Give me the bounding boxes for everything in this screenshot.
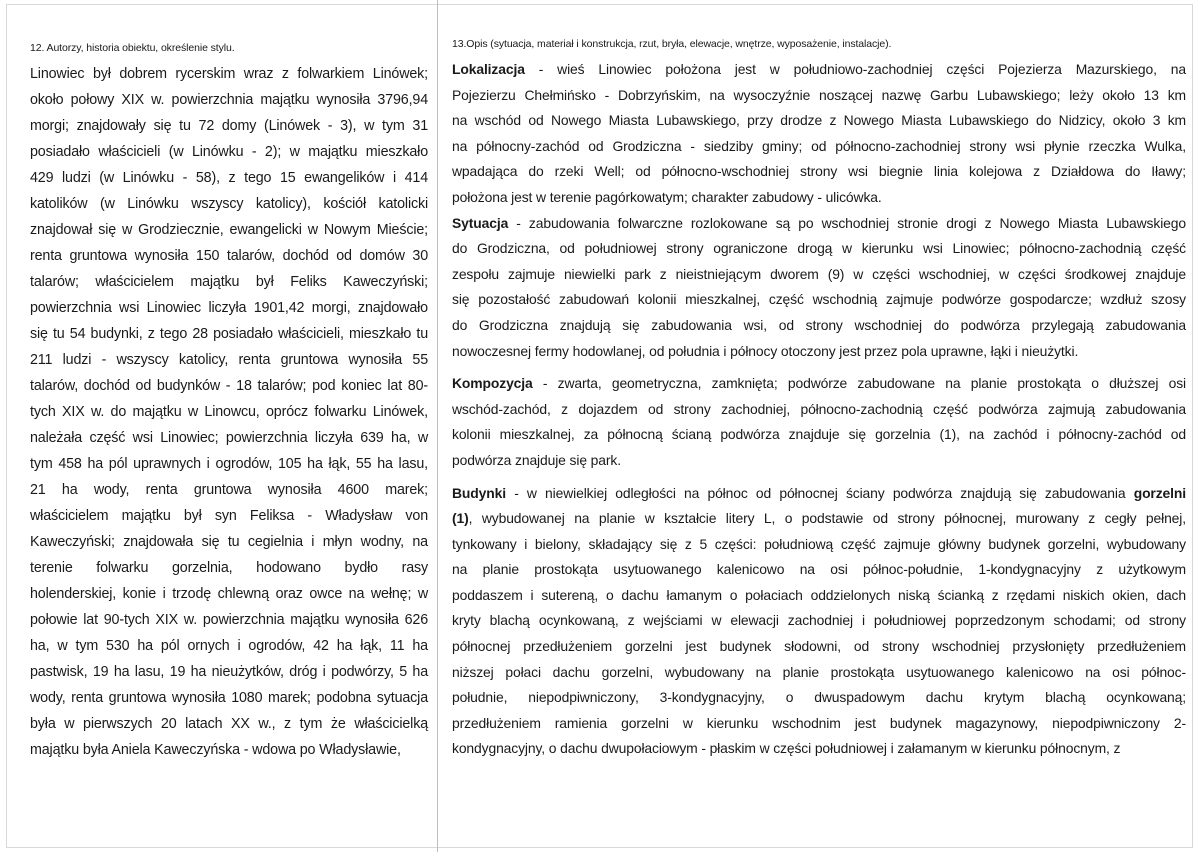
text-line: północnej przedłużeniem gorzelni jest budynek słodowni, od strony wschodniej przysłonięty przedłużeniem <box>452 638 1186 655</box>
text-line: Pojezierzu Chełmińsko - Dobrzyńskim, na wysoczyźnie noszącej nazwę Garbu Lubawskiego; leży około 13 km <box>452 86 1186 103</box>
text-line: Linowiec był dobrem rycerskim wraz z folwarkiem Linówek; <box>30 66 428 82</box>
text-line: na planie prostokąta usytuowanego kalenicowo na osi północ-południe, 1-kondygnacyjny z użytkowym <box>452 561 1186 578</box>
text-line: wschód-zachód, z dojazdem od strony zachodniej, północno-zachodnią część podwórza zajmują zabudowania <box>452 400 1186 417</box>
sytuacja-paragraph <box>452 211 1186 365</box>
text-line: kondygnacyjny, o dachu dwupołaciowym - płaskim w części południowej i załamanym w kierunku północnym, z <box>452 740 1121 757</box>
text-line: wody, renta gruntowa wynosiła 1080 marek; podobna sytuacja <box>30 690 428 706</box>
text-line: tynkowany i bielony, składający się z 5 części: południową część zajmuje główny budynek gorzelni, wybudowany <box>452 535 1186 552</box>
text-line: się pozostałość zabudowań kolonii mieszkalnej, część wschodnią zajmuje podwórze gospodarcze; wzdłuż szosy <box>452 291 1186 308</box>
text-line: Budynki - w niewielkiej odległości na północ od północnej ściany podwórza znajdują się zabudowania gorzelni <box>452 484 1186 501</box>
text-line: poddaszem i sutereną, o dachu łamanym o połaciach oddzielonych niską ścianką z rzędami niskich okien, dach <box>452 586 1186 603</box>
paragraph-gap <box>452 364 1186 371</box>
text-line: podwórza znajduje się park. <box>452 451 621 468</box>
text-line: terenie folwarku gorzelnia, hodowano bydło rasy <box>30 560 428 576</box>
text-line: do Grodziczna znajdują się zabudowania wsi, od strony wschodniej do podwórza przylegają zabudowania <box>452 316 1186 333</box>
text-line: na wschód od Nowego Miasta Lubawskiego, przy drodze z Nowego Miasta Lubawskiego do Nidzicy, około 3 km <box>452 112 1186 129</box>
text-line: na północny-zachód od Grodziczna - siedziby gminy; od północno-zachodniej strony wsi płynie rzeczka Wulka, <box>452 137 1186 154</box>
text-line: nowoczesnej fermy hodowlanej, od południa i północy otoczony jest przez pola uprawne, łąki i nieużytki. <box>452 342 1079 359</box>
text-line: powierzchnia wsi Linowiec liczyła 1901,42 morgi, znajdowało <box>30 300 428 316</box>
text-line: położona jest w terenie pagórkowatym; charakter zabudowy - ulicówka. <box>452 188 882 205</box>
text-line: talarów; właścicielem majątku był Feliks Kaweczyński; <box>30 274 428 290</box>
sytuacja-label: Sytuacja <box>452 214 509 231</box>
building-number-label: (1) <box>452 510 469 527</box>
text-line: południe, niepodpiwniczony, 3-kondygnacyjny, o dwuspadowym dachu krytym blachą ocynkowaną; <box>452 689 1186 706</box>
paragraph-gap <box>452 474 1186 481</box>
text-line: przedłużeniem ramienia gorzelni w kierunku wschodnim jest budynek magazynowy, niepodpiwniczony 2- <box>452 714 1186 731</box>
text-line: talarów, dochód od budynków - 18 talarów; pod koniec lat 80- <box>30 378 428 394</box>
left-column <box>30 42 428 763</box>
text-line: 429 ludzi (w Linówku - 58), z tego 15 ewangelików i 414 <box>30 170 428 186</box>
right-column <box>452 38 1186 762</box>
lokalizacja-paragraph <box>452 57 1186 211</box>
text-line: tym 458 ha pól uprawnych i ogrodów, 105 ha łąk, 55 ha lasu, <box>30 456 428 472</box>
text-line: Lokalizacja - wieś Linowiec położona jest w południowo-zachodniej części Pojezierza Mazurskiego, na <box>452 61 1186 77</box>
text-line: posiadało właścicieli (w Linówku - 2); w majątku mieszkało <box>30 144 428 160</box>
text-line: 21 ha wody, renta gruntowa wynosiła 4600 marek; <box>30 482 428 498</box>
text-line: ha, w tym 530 ha pól ornych i ogrodów, 42 ha łąk, 11 ha <box>30 638 428 654</box>
text-line: (1), wybudowanej na planie w kształcie litery L, o podstawie od strony północnej, murowany z cegły pełnej, <box>452 510 1186 527</box>
budynki-paragraph <box>452 481 1186 763</box>
text-line: należała część wsi Linowiec; powierzchnia liczyła 639 ha, w <box>30 430 428 446</box>
section-12-header: 12. Autorzy, historia obiektu, określenie stylu. <box>30 42 235 54</box>
text-line: pastwisk, 19 ha lasu, 19 ha nieużytków, dróg i podwórzy, 5 ha <box>30 664 428 680</box>
text-line: właścicielem majątku był syn Feliksa - Władysław von <box>30 508 428 524</box>
lokalizacja-label: Lokalizacja <box>452 61 525 77</box>
text-line: holenderskiej, konie i trzodę chlewną oraz owce na wełnę; w <box>30 586 428 602</box>
section-13-header: 13.Opis (sytuacja, materiał i konstrukcja, rzut, bryła, elewacje, wnętrze, wyposażenie, instalacje). <box>452 38 892 50</box>
text-line: znajdował się w Grodziecznie, ewangelicki w Nowym Mieście; <box>30 222 428 238</box>
gorzelni-label: gorzelni <box>1133 484 1186 501</box>
text-line: kryty blachą ocynkowaną, z wejściami w elewacji zachodniej i południowej poprzedzonym schodami; od strony <box>452 612 1186 629</box>
text-line: połowie lat 90-tych XIX w. powierzchnia majątku wynosiła 626 <box>30 612 428 628</box>
text-line: 211 ludzi - wszyscy katolicy, renta gruntowa wynosiła 55 <box>30 352 428 368</box>
budynki-label: Budynki <box>452 484 506 501</box>
text-line: Sytuacja - zabudowania folwarczne rozlokowane są po wschodniej stronie drogi z Nowego Miasta Lubawskiego <box>452 214 1186 231</box>
text-line: renta gruntowa wynosiła 150 talarów, dochód od domów 30 <box>30 248 428 264</box>
text-line: morgi; znajdowały się tu 72 domy (Linówek - 3), w tym 31 <box>30 118 428 134</box>
text-line: zespołu zajmuje niewielki park z nieistniejącym dworem (9) w części wschodniej, w części środkowej znajduje <box>452 265 1186 282</box>
kompozycja-paragraph <box>452 371 1186 473</box>
text-line: około połowy XIX w. powierzchnia majątku wynosiła 3796,94 <box>30 92 428 108</box>
column-divider <box>437 0 438 852</box>
text-line: tych XIX w. do majątku w Linowcu, oprócz folwarku Linówek, <box>30 404 428 420</box>
text-line: wpadająca do rzeki Well; od północno-wschodniej strony wsi biegnie linia kolejowa z Działdowa do Iławy; <box>452 163 1186 180</box>
text-line: kolonii mieszkalnej, za północną ścianą podwórza znajduje się gorzelnia (1), na zachód i północny-zachód od <box>452 426 1186 443</box>
text-line: się tu 54 budynki, z tego 28 posiadało właścicieli, mieszkało tu <box>30 326 428 342</box>
text-line: niższej połaci dachu gorzelni, wybudowany na planie prostokąta usytuowanego kalenicowo na osi północ- <box>452 663 1186 680</box>
kompozycja-label: Kompozycja <box>452 375 533 392</box>
text-line: majątku była Aniela Kaweczyńska - wdowa po Władysławie, <box>30 742 401 758</box>
text-line: była w pierwszych 20 latach XX w., z tym że właścicielką <box>30 716 428 732</box>
text-line: katolików (w Linówku wszyscy katolicy), kościół katolicki <box>30 196 428 212</box>
text-line: Kompozycja - zwarta, geometryczna, zamknięta; podwórze zabudowane na planie prostokąta o dłuższej osi <box>452 375 1186 392</box>
history-text <box>30 61 428 763</box>
text-line: do Grodziczna, od południowej strony ograniczone drogą w kierunku wsi Linowiec; północno-zachodnią część <box>452 240 1186 257</box>
text-line: Kaweczyński; znajdowała się tu cegielnia i młyn wodny, na <box>30 534 428 550</box>
